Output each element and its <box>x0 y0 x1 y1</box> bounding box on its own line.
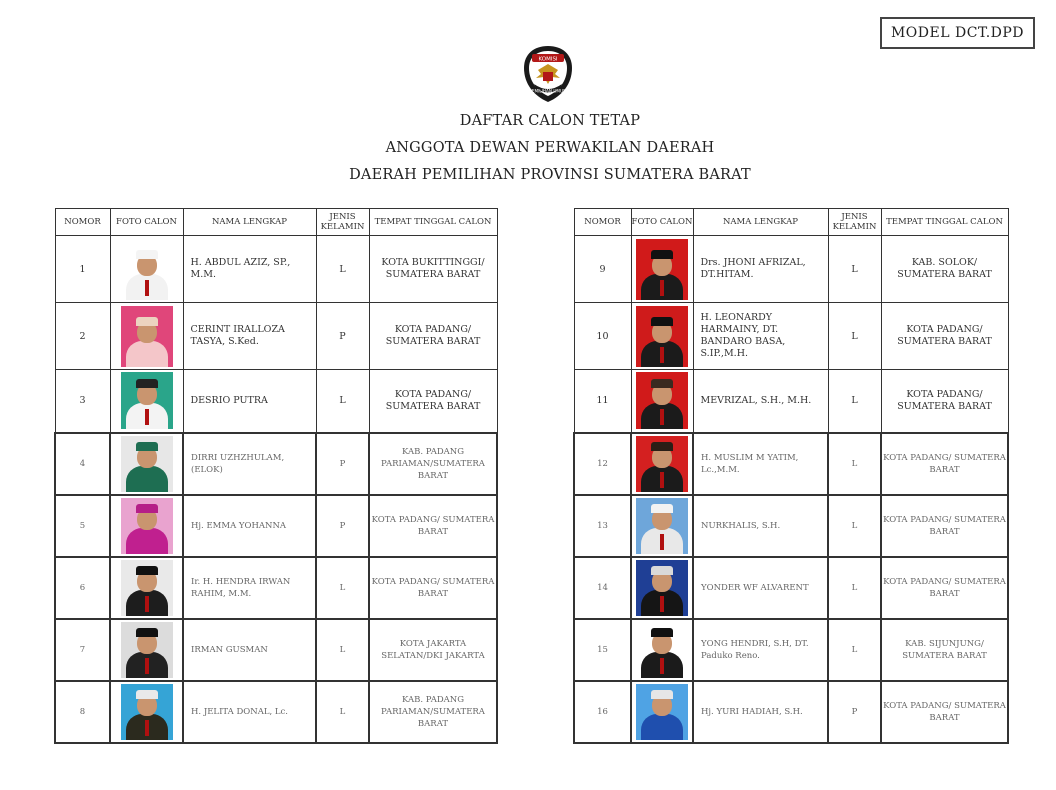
candidate-name: H. JELITA DONAL, Lc. <box>183 681 316 743</box>
candidate-name: Hj. YURI HADIAH, S.H. <box>693 681 828 743</box>
table-row <box>55 557 497 619</box>
candidate-name: Hj. EMMA YOHANNA <box>183 495 316 557</box>
candidate-photo-cell <box>110 433 183 495</box>
right-candidate-table <box>573 208 1009 744</box>
candidate-residence: KOTA PADANG/ SUMATERA BARAT <box>369 370 497 433</box>
candidate-name: MEVRIZAL, S.H., M.H. <box>693 370 828 433</box>
candidate-photo-cell <box>110 370 183 433</box>
candidate-gender: P <box>316 303 369 370</box>
candidate-photo-cell <box>631 303 693 370</box>
candidate-residence: KOTA PADANG/ SUMATERA BARAT <box>881 681 1008 743</box>
table-row <box>55 433 497 495</box>
candidate-photo <box>636 560 688 616</box>
table-row <box>55 495 497 557</box>
candidate-number: 6 <box>55 557 110 619</box>
candidate-photo <box>121 560 173 616</box>
candidate-photo <box>121 436 173 492</box>
candidate-residence: KOTA PADANG/ SUMATERA BARAT <box>369 303 497 370</box>
candidate-photo-cell <box>631 236 693 303</box>
candidate-number: 11 <box>574 370 631 433</box>
col-nomor-header: NOMOR <box>55 209 110 236</box>
candidate-number: 4 <box>55 433 110 495</box>
candidate-number: 7 <box>55 619 110 681</box>
candidate-name: IRMAN GUSMAN <box>183 619 316 681</box>
candidate-name: H. ABDUL AZIZ, SP., M.M. <box>183 236 316 303</box>
candidate-number: 9 <box>574 236 631 303</box>
candidate-gender: L <box>828 370 881 433</box>
table-row <box>574 495 1008 557</box>
document-titles <box>0 108 1056 189</box>
candidate-gender: P <box>316 433 369 495</box>
candidate-residence: KOTA PADANG/ SUMATERA BARAT <box>369 495 497 557</box>
col-nama-header: NAMA LENGKAP <box>183 209 316 236</box>
col-foto-header: FOTO CALON <box>631 209 693 236</box>
candidate-residence: KAB. SOLOK/ SUMATERA BARAT <box>881 236 1008 303</box>
table-row <box>574 236 1008 303</box>
col-nomor-header: NOMOR <box>574 209 631 236</box>
title-line-1: DAFTAR CALON TETAP <box>459 113 641 129</box>
candidate-gender: L <box>316 370 369 433</box>
candidate-number: 14 <box>574 557 631 619</box>
candidate-number: 10 <box>574 303 631 370</box>
candidate-number: 5 <box>55 495 110 557</box>
candidate-residence: KAB. SIJUNJUNG/ SUMATERA BARAT <box>881 619 1008 681</box>
candidate-photo-cell <box>110 303 183 370</box>
candidate-photo <box>636 239 688 300</box>
candidate-residence: KAB. PADANG PARIAMAN/SUMATERA BARAT <box>369 681 497 743</box>
candidate-photo <box>121 684 173 740</box>
candidate-photo-cell <box>631 495 693 557</box>
candidate-name: CERINT IRALLOZA TASYA, S.Ked. <box>183 303 316 370</box>
candidate-photo <box>121 622 173 678</box>
candidate-gender: P <box>316 495 369 557</box>
candidate-number: 16 <box>574 681 631 743</box>
title-line-2: ANGGOTA DEWAN PERWAKILAN DAERAH <box>385 140 715 156</box>
table-header-row <box>55 209 497 236</box>
candidate-residence: KOTA PADANG/ SUMATERA BARAT <box>881 557 1008 619</box>
table-row <box>574 433 1008 495</box>
title-line-3: DAERAH PEMILIHAN PROVINSI SUMATERA BARAT <box>349 167 751 183</box>
candidate-photo <box>636 622 688 678</box>
candidate-residence: KOTA PADANG/ SUMATERA BARAT <box>881 433 1008 495</box>
col-jenis-header: JENIS KELAMIN <box>316 209 369 236</box>
candidate-gender: L <box>828 303 881 370</box>
candidate-name: NURKHALIS, S.H. <box>693 495 828 557</box>
candidate-residence: KOTA BUKITTINGGI/ SUMATERA BARAT <box>369 236 497 303</box>
table-header-row <box>574 209 1008 236</box>
table-row <box>55 236 497 303</box>
col-jenis-header: JENIS KELAMIN <box>828 209 881 236</box>
candidate-gender: L <box>316 619 369 681</box>
model-label: MODEL DCT.DPD <box>880 17 1035 49</box>
table-row <box>55 681 497 743</box>
candidate-photo <box>121 306 173 367</box>
table-row <box>574 303 1008 370</box>
candidate-residence: KOTA PADANG/ SUMATERA BARAT <box>881 370 1008 433</box>
candidate-name: YONDER WF ALVARENT <box>693 557 828 619</box>
candidate-photo-cell <box>110 236 183 303</box>
candidate-residence: KOTA JAKARTA SELATAN/DKI JAKARTA <box>369 619 497 681</box>
table-row <box>574 557 1008 619</box>
candidate-photo <box>121 239 173 300</box>
candidate-name: DIRRI UZHZHULAM, (ELOK) <box>183 433 316 495</box>
candidate-number: 2 <box>55 303 110 370</box>
candidate-name: H. MUSLIM M YATIM, Lc.,M.M. <box>693 433 828 495</box>
candidate-residence: KOTA PADANG/ SUMATERA BARAT <box>369 557 497 619</box>
table-row <box>55 303 497 370</box>
candidate-photo <box>636 684 688 740</box>
candidate-photo-cell <box>110 557 183 619</box>
candidate-name: Ir. H. HENDRA IRWAN RAHIM, M.M. <box>183 557 316 619</box>
candidate-number: 8 <box>55 681 110 743</box>
col-nama-header: NAMA LENGKAP <box>693 209 828 236</box>
candidate-number: 15 <box>574 619 631 681</box>
left-candidate-table <box>54 208 498 744</box>
candidate-residence: KOTA PADANG/ SUMATERA BARAT <box>881 495 1008 557</box>
candidate-name: H. LEONARDY HARMAINY, DT. BANDARO BASA, S.IP.,M.H. <box>693 303 828 370</box>
svg-text:PEMILIHAN UMUM: PEMILIHAN UMUM <box>529 88 567 94</box>
col-tempat-header: TEMPAT TINGGAL CALON <box>369 209 497 236</box>
candidate-number: 3 <box>55 370 110 433</box>
table-row <box>55 619 497 681</box>
candidate-name: Drs. JHONI AFRIZAL, DT.HITAM. <box>693 236 828 303</box>
candidate-gender: L <box>828 619 881 681</box>
table-row <box>574 370 1008 433</box>
candidate-gender: L <box>828 557 881 619</box>
candidate-photo-cell <box>631 619 693 681</box>
candidate-photo <box>121 498 173 554</box>
candidate-number: 1 <box>55 236 110 303</box>
table-row <box>55 370 497 433</box>
candidate-number: 12 <box>574 433 631 495</box>
candidate-gender: L <box>828 495 881 557</box>
candidate-photo-cell <box>631 681 693 743</box>
candidate-name: YONG HENDRI, S.H, DT. Paduko Reno. <box>693 619 828 681</box>
candidate-number: 13 <box>574 495 631 557</box>
candidate-photo-cell <box>631 557 693 619</box>
candidate-photo <box>636 436 688 492</box>
candidate-photo-cell <box>631 370 693 433</box>
candidate-photo-cell <box>631 433 693 495</box>
candidate-residence: KAB. PADANG PARIAMAN/SUMATERA BARAT <box>369 433 497 495</box>
col-tempat-header: TEMPAT TINGGAL CALON <box>881 209 1008 236</box>
candidate-gender: L <box>316 681 369 743</box>
col-foto-header: FOTO CALON <box>110 209 183 236</box>
candidate-photo-cell <box>110 495 183 557</box>
candidate-photo <box>636 498 688 554</box>
candidate-photo <box>636 372 688 429</box>
candidate-gender: L <box>316 236 369 303</box>
svg-text:KOMISI: KOMISI <box>538 56 558 63</box>
table-row <box>574 681 1008 743</box>
candidate-gender: L <box>828 433 881 495</box>
candidate-name: DESRIO PUTRA <box>183 370 316 433</box>
candidate-gender: P <box>828 681 881 743</box>
candidate-photo-cell <box>110 619 183 681</box>
candidate-gender: L <box>828 236 881 303</box>
candidate-photo <box>121 372 173 429</box>
kpu-garuda-logo-icon <box>522 44 574 104</box>
candidate-residence: KOTA PADANG/ SUMATERA BARAT <box>881 303 1008 370</box>
table-row <box>574 619 1008 681</box>
candidate-gender: L <box>316 557 369 619</box>
candidate-photo-cell <box>110 681 183 743</box>
candidate-photo <box>636 306 688 367</box>
